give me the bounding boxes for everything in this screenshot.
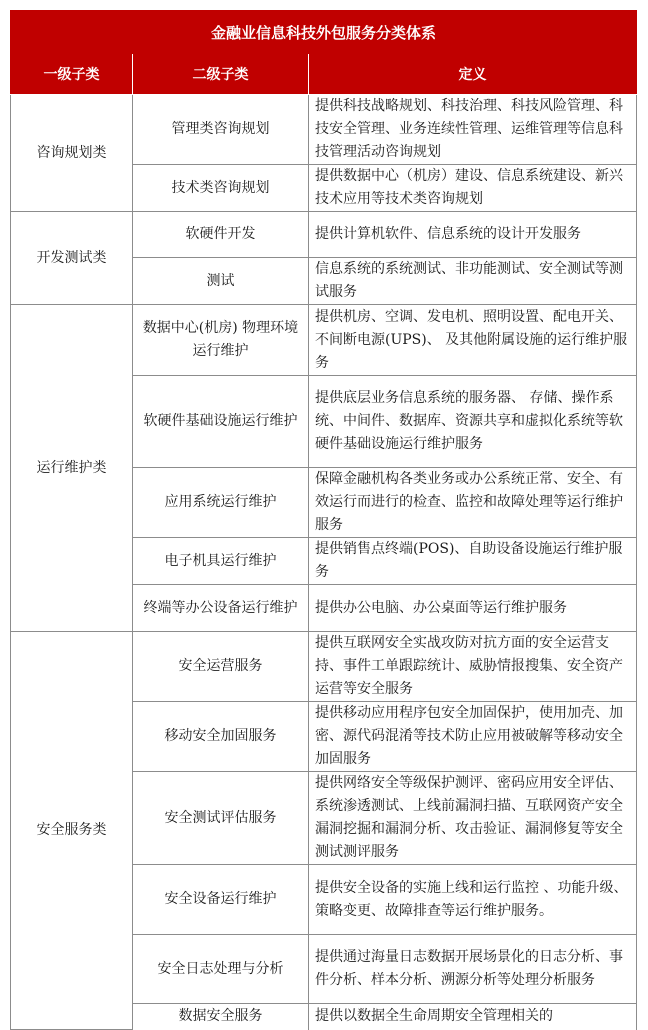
category-dev-test: 开发测试类 (11, 212, 133, 305)
subcategory-cell: 安全设备运行维护 (133, 865, 309, 935)
subcategory-cell: 测试 (133, 258, 309, 305)
definition-cell: 提供网络安全等级保护测评、密码应用安全评估、系统渗透测试、上线前漏洞扫描、互联网资产安全漏洞挖掘和漏洞分析、攻击验证、漏洞修复等安全测试测评服务 (309, 772, 637, 865)
definition-cell: 提供办公电脑、办公桌面等运行维护服务 (309, 585, 637, 632)
header-level1: 一级子类 (11, 54, 133, 95)
subcategory-cell: 安全日志处理与分析 (133, 935, 309, 1004)
definition-cell: 保障金融机构各类业务或办公系统正常、安全、有效运行而进行的检查、监控和故障处理等运行维护服务 (309, 468, 637, 538)
definition-cell: 提供机房、空调、发电机、照明设置、配电开关、不间断电源(UPS)、 及其他附属设施的运行维护服务 (309, 305, 637, 376)
subcategory-cell: 电子机具运行维护 (133, 538, 309, 585)
subcategory-cell: 管理类咨询规划 (133, 95, 309, 165)
category-security: 安全服务类 (11, 632, 133, 1030)
definition-cell: 提供底层业务信息系统的服务器、 存储、操作系统、中间件、数据库、资源共享和虚拟化系统等软硬件基础设施运行维护服务 (309, 376, 637, 468)
table-row (11, 212, 637, 258)
definition-cell: 提供通过海量日志数据开展场景化的日志分析、事件分析、样本分析、溯源分析等处理分析服务 (309, 935, 637, 1004)
definition-cell: 提供安全设备的实施上线和运行监控 、功能升级、策略变更、故障排查等运行维护服务。 (309, 865, 637, 935)
table-row (11, 632, 637, 702)
subcategory-cell: 应用系统运行维护 (133, 468, 309, 538)
subcategory-cell: 数据安全服务 (133, 1004, 309, 1030)
definition-cell: 提供计算机软件、信息系统的设计开发服务 (309, 212, 637, 258)
definition-cell: 提供销售点终端(POS)、自助设备设施运行维护服务 (309, 538, 637, 585)
category-operations: 运行维护类 (11, 305, 133, 632)
subcategory-cell: 移动安全加固服务 (133, 702, 309, 772)
subcategory-cell: 数据中心(机房) 物理环境运行维护 (133, 305, 309, 376)
subcategory-cell: 技术类咨询规划 (133, 165, 309, 212)
table-title: 金融业信息科技外包服务分类体系 (11, 11, 637, 54)
header-definition: 定义 (309, 54, 637, 95)
subcategory-cell: 软硬件开发 (133, 212, 309, 258)
subcategory-cell: 终端等办公设备运行维护 (133, 585, 309, 632)
definition-cell: 提供移动应用程序包安全加固保护，使用加壳、加密、源代码混淆等技术防止应用被破解等移动安全加固服务 (309, 702, 637, 772)
subcategory-cell: 软硬件基础设施运行维护 (133, 376, 309, 468)
outsourcing-classification-table (10, 10, 637, 1030)
subcategory-cell: 安全运营服务 (133, 632, 309, 702)
definition-cell: 提供以数据全生命周期安全管理相关的 (309, 1004, 637, 1030)
header-level2: 二级子类 (133, 54, 309, 95)
table-row (11, 95, 637, 165)
definition-cell: 提供科技战略规划、科技治理、科技风险管理、科技安全管理、业务连续性管理、运维管理等信息科技管理活动咨询规划 (309, 95, 637, 165)
definition-cell: 提供数据中心（机房）建设、信息系统建设、新兴技术应用等技术类咨询规划 (309, 165, 637, 212)
definition-cell: 提供互联网安全实战攻防对抗方面的安全运营支持、事件工单跟踪统计、威胁情报搜集、安全资产运营等安全服务 (309, 632, 637, 702)
category-consulting: 咨询规划类 (11, 95, 133, 212)
definition-cell: 信息系统的系统测试、非功能测试、安全测试等测试服务 (309, 258, 637, 305)
table-row (11, 305, 637, 376)
subcategory-cell: 安全测试评估服务 (133, 772, 309, 865)
